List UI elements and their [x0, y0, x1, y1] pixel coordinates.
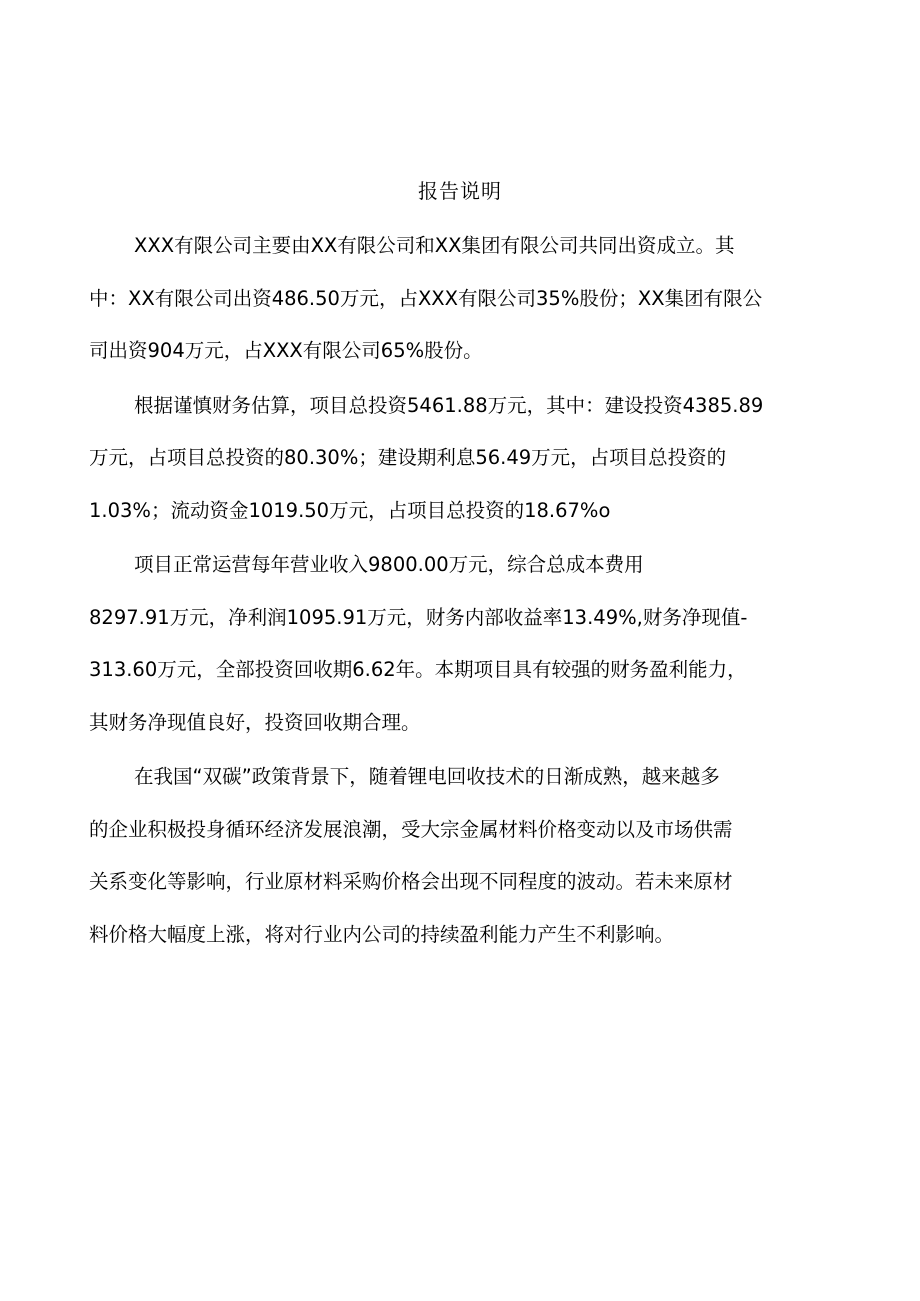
text-line: 关系变化等影响，行业原材料采购价格会出现不同程度的波动。若未来原材: [89, 870, 733, 893]
document-body: [89, 220, 839, 963]
text-line: 料价格大幅度上涨，将对行业内公司的持续盈利能力产生不利影响。: [89, 922, 675, 946]
paragraph-industry-risk: [89, 751, 839, 961]
text-line: 中：XX有限公司出资486.50万元，占XXX有限公司35%股份；XX集团有限公: [89, 286, 763, 310]
paragraph-investment: [89, 380, 839, 538]
text-line: XXX有限公司主要由XX有限公司和XX集团有限公司共同出资成立。其: [134, 234, 735, 257]
text-line: 根据谨慎财务估算，项目总投资5461.88万元，其中：建设投资4385.89: [134, 393, 764, 417]
text-line: 司出资904万元，占XXX有限公司65%股份。: [89, 339, 483, 362]
paragraph-revenue: [89, 539, 839, 749]
text-line: 项目正常运营每年营业收入9800.00万元，综合总成本费用: [134, 553, 644, 576]
paragraph-shareholders: [89, 220, 839, 378]
text-line: 的企业积极投身循环经济发展浪潮，受大宗金属材料价格变动以及市场供需: [89, 817, 733, 841]
text-line: 313.60万元，全部投资回收期6.62年。本期项目具有较强的财务盈利能力，: [89, 658, 747, 681]
text-line: 8297.91万元，净利润1095.91万元，财务内部收益率13.49%,财务净现值-: [89, 605, 748, 629]
document-title: 报告说明: [418, 179, 502, 203]
text-line: 在我国“双碳”政策背景下，随着锂电回收技术的日渐成熟，越来越多: [134, 765, 720, 788]
text-line: 其财务净现值良好，投资回收期合理。: [89, 710, 421, 734]
text-line: 万元，占项目总投资的80.30%；建设期利息56.49万元，占项目总投资的: [89, 446, 727, 469]
text-line: 1.03%；流动资金1019.50万元，占项目总投资的18.67%o: [89, 498, 611, 522]
